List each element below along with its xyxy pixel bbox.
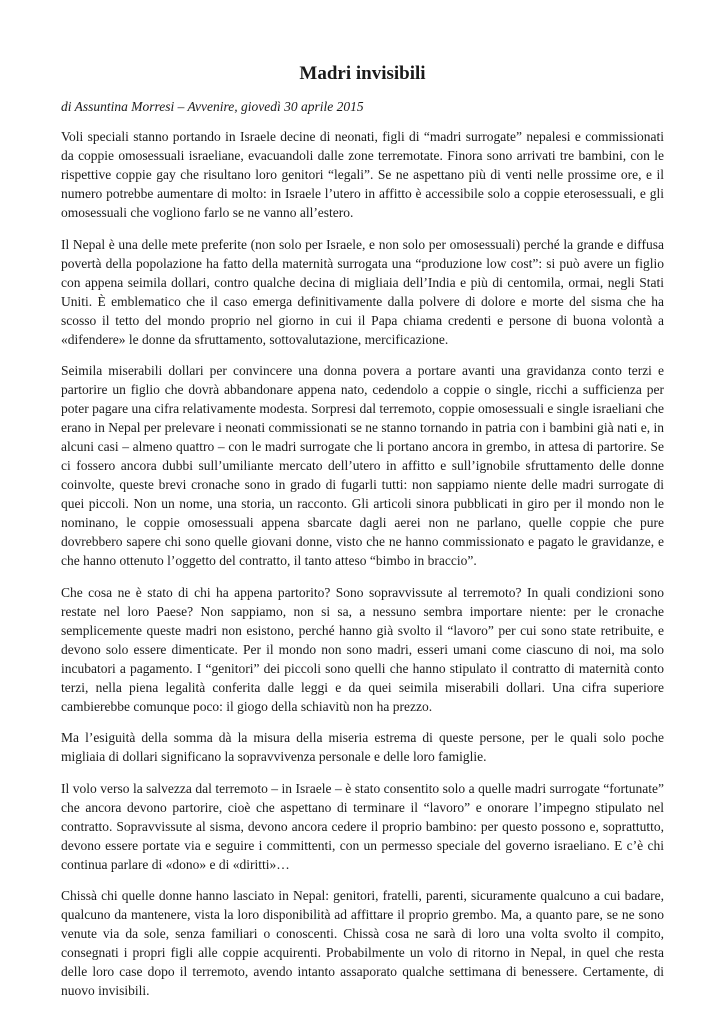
article-paragraph-5: Ma l’esiguità della somma dà la misura della miseria estrema di queste persone, per le quali solo poche migliaia di dollari significano la sopravvivenza personale e delle loro famiglie. [61, 730, 664, 764]
article-byline: di Assuntina Morresi – Avvenire, giovedì 30 aprile 2015 [61, 99, 364, 114]
article-title: Madri invisibili [299, 63, 426, 84]
article-paragraph-2: Il Nepal è una delle mete preferite (non solo per Israele, e non solo per omosessuali) perché la grande e diffusa povertà della popolazione ha fatto della maternità surrogata una “produzione low cost”: si può avere un figlio con appena seimila dollari, contro qualche decina di migliaia dell’India e più di centomila, ormai, negli Stati Uniti. È emblematico che il caso emerga definitivamente dalla polvere di dolore e morte del sisma che ha scosso il tetto del mondo proprio nel giorno in cui il Papa chiama credenti e persone di buona volontà a «difendere» le donne da sfruttamento, sottovalutazione, mercificazione. [61, 236, 664, 347]
article-paragraph-7: Chissà chi quelle donne hanno lasciato in Nepal: genitori, fratelli, parenti, sicuramente qualcuno a cui badare, qualcuno da mantenere, vista la loro disponibilità ad affittare il proprio grembo. Ma, a quanto pare, se ne sono venute via da sole, senza familiari o conoscenti. Chissà cosa ne sarà di loro una volta svolto il compito, consegnati i propri figli alle coppie acquirenti. Probabilmente un volo di ritorno in Nepal, in quel che resta delle loro case dopo il terremoto, avendo intanto assaporato qualche settimana di benessere. Certamente, di nuovo invisibili. [61, 888, 664, 998]
article-paragraph-3: Seimila miserabili dollari per convincere una donna povera a portare avanti una gravidanza conto terzi e partorire un figlio che dovrà abbandonare appena nato, cedendolo a coppie o single, ricchi a sufficienza per poter pagare una cifra relativamente modesta. Sorpresi dal terremoto, coppie omosessuali e single israeliani che erano in Nepal per prelevare i neonati commissionati se ne stanno tornando in patria con i bambini già nati e, in alcuni casi – almeno quattro – con le madri surrogate che li portano ancora in grembo, in attesa di partorire. Se ci fossero ancora dubbi sull’umiliante mercato dell’utero in affitto e sull’ignobile sfruttamento delle donne coinvolte, queste brevi cronache sono in grado di fugarli tutti: non sappiamo niente delle madri surrogate di quei piccoli. Non un nome, una storia, un racconto. Gli articoli sinora pubblicati in giro per il mondo non le nominano, le coppie omosessuali appena sbarcate dagli aerei non ne parlano, quelle coppie che pure dovrebbero sapere chi sono quelle giovani donne, visto che ne hanno commissionato e pagato le gravidanze, e che hanno ottenuto l’oggetto del contratto, il tanto atteso “bimbo in braccio”. [61, 363, 664, 568]
article-body [61, 127, 664, 1013]
article-paragraph-4: Che cosa ne è stato di chi ha appena partorito? Sono sopravvissute al terremoto? In quali condizioni sono restate nel loro Paese? Non sappiamo, non si sa, a nessuno sembra importare niente: per le cronache semplicemente queste madri non esistono, perché hanno già svolto il “lavoro” per cui sono state retribuite, e devono solo essere dimenticate. Per il mondo non sono madri, esseri umani come ciascuno di noi, ma solo incubatori a pagamento. I “genitori” dei piccoli sono quelli che hanno stipulato il contratto di maternità conto terzi, nella piena legalità conferita dalle leggi e da quei seimila miserabili dollari. Una cifra superiore cambierebbe comunque poco: il giogo della schiavitù non ha prezzo. [61, 584, 664, 714]
article-paragraph-6: Il volo verso la salvezza dal terremoto – in Israele – è stato consentito solo a quelle madri surrogate “fortunate” che ancora devono partorire, cioè che aspettano di terminare il “lavoro” e onorare l’impegno stipulato nel contratto. Sopravvissute al sisma, devono ancora cedere il proprio bambino: per questo possono e, soprattutto, devono essere portate via e seguire i committenti, con un permesso speciale del governo israeliano. E c’è chi continua parlare di «dono» e di «diritti»… [61, 780, 664, 872]
article-paragraph-1: Voli speciali stanno portando in Israele decine di neonati, figli di “madri surrogate” nepalesi e commissionati da coppie omosessuali israeliane, evacuandoli dalle zone terremotate. Finora sono arrivati tre bambini, con le rispettive coppie gay che risultano loro genitori “legali”. Se ne aspettano più di venti nelle prossime ore, e il numero potrebbe aumentare di molto: in Israele l’utero in affitto è accessibile solo a coppie eterosessuali, e gli omosessuali che vogliono farlo se ne vanno all’estero. [61, 129, 664, 220]
